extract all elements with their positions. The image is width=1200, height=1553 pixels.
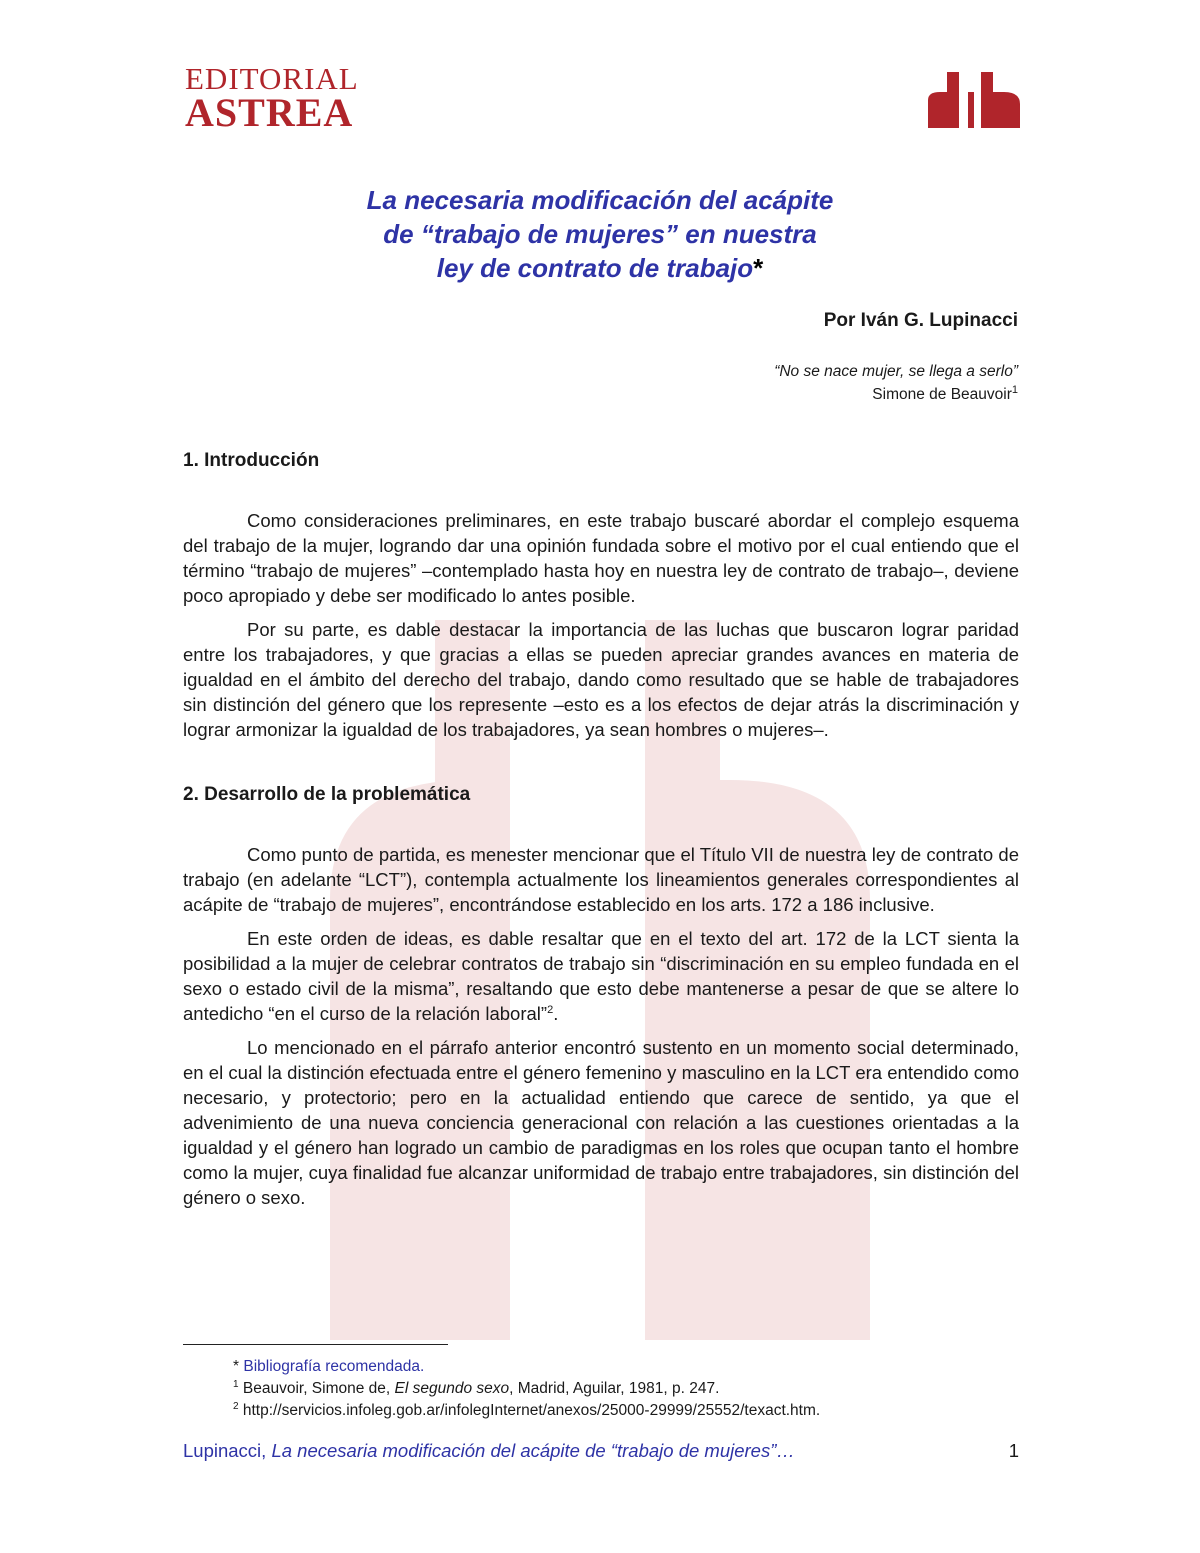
title-asterisk: * [753,253,764,283]
footnote-ref-2: 2 [547,1003,554,1016]
section-2-paragraph-2-end: . [553,1003,559,1024]
brand-line-2: ASTREA [185,90,354,135]
section-2-paragraph-2-text: En este orden de ideas, es dable resaltar que en el texto del art. 172 de la LCT sienta la posibilidad a la mujer de celebrar contratos de trabajo sin “discriminación en su empleo fundada en el sexo o estado civil de la misma”, resaltando que esto debe mantenerse a pesar de que se altere lo antedicho “en el curso de la relación laboral” [183,928,1019,1024]
epigraph [774,360,1018,406]
footnote-star-link[interactable]: Bibliografía recomendada. [243,1358,425,1375]
footnote-1-text-pre: Beauvoir, Simone de, [242,1380,395,1397]
footer-author: Lupinacci, [183,1440,272,1461]
footnote-divider [183,1344,448,1345]
section-2-paragraph-2 [183,926,1019,1026]
document-title [0,183,1200,285]
publisher-brand [185,61,359,135]
footnote-2-mark: 2 [233,1400,239,1412]
author-byline: Por Iván G. Lupinacci [823,310,1018,331]
epigraph-source [774,383,1018,406]
title-line-1: La necesaria modificación del acápite [366,185,834,215]
running-footer [183,1440,1019,1462]
footnote-1-mark: 1 [233,1378,239,1390]
footnote-2-url[interactable]: http://servicios.infoleg.gob.ar/infolegInternet/anexos/25000-29999/25552/texact.htm. [242,1402,821,1419]
footnote-star-mark: * [233,1358,240,1375]
section-1-paragraph-1: Como consideraciones preliminares, en este trabajo buscaré abordar el complejo esquema del trabajo de la mujer, logrando dar una opinión fundada sobre el motivo por el cual entiendo que el término “trabajo de mujeres” –contemplado hasta hoy en nuestra ley de contrato de trabajo–, deviene poco apropiado y debe ser modificado lo antes posible. [183,510,1019,606]
section-2-heading: 2. Desarrollo de la problemática [183,784,471,805]
document-body [183,450,1019,1210]
footnote-1 [233,1378,820,1400]
publisher-logo-icon [928,72,1020,128]
footnote-1-text-post: , Madrid, Aguilar, 1981, p. 247. [509,1380,720,1397]
section-1-heading: 1. Introducción [183,450,320,471]
brand-line-1: EDITORIAL [185,61,359,96]
section-2-paragraph-1: Como punto de partida, es menester mencionar que el Título VII de nuestra ley de contrato de trabajo (en adelante “LCT”), contempla actualmente los lineamientos generales correspondientes al acápite de “trabajo de mujeres”, encontrándose establecido en los arts. 172 a 186 inclusive. [183,844,1019,915]
footnote-star [233,1356,820,1378]
footnote-1-book-title: El segundo sexo [394,1380,510,1397]
footnotes [233,1356,820,1422]
epigraph-footnote-ref: 1 [1011,383,1018,396]
epigraph-quote: “No se nace mujer, se llega a serlo” [774,363,1018,380]
title-line-2: de “trabajo de mujeres” en nuestra [383,219,817,249]
section-2-paragraph-3: Lo mencionado en el párrafo anterior encontró sustento en un momento social determinado, en el cual la distinción efectuada entre el género femenino y masculino en la LCT era entendido como necesario, y protectorio; pero en la actualidad entiendo que carece de sentido, ya que el advenimiento de una nueva conciencia generacional con relación a las cuestiones orientadas a la igualdad y el género han logrado un cambio de paradigmas en los roles que ocupan tanto el hombre como la mujer, cuya finalidad fue alcanzar uniformidad de trabajo entre trabajadores, sin distinción del género o sexo. [183,1037,1019,1208]
page-number: 1 [1008,1440,1019,1461]
footer-title: La necesaria modificación del acápite de “trabajo de mujeres”… [271,1440,795,1461]
footnote-2 [233,1400,820,1422]
title-line-3-text: ley de contrato de trabajo [436,253,754,283]
epigraph-source-name: Simone de Beauvoir [872,386,1012,403]
section-1-paragraph-2: Por su parte, es dable destacar la importancia de las luchas que buscaron lograr paridad entre los trabajadores, y que gracias a ellas se pueden apreciar grandes avances en materia de igualdad en el ámbito del derecho del trabajo, dando como resultado que se hable de trabajadores sin distinción del género que los represente –esto es a los efectos de dejar atrás la discriminación y lograr armonizar la igualdad de los trabajadores, ya sean hombres o mujeres–. [183,619,1019,740]
title-line-3 [0,251,1200,285]
